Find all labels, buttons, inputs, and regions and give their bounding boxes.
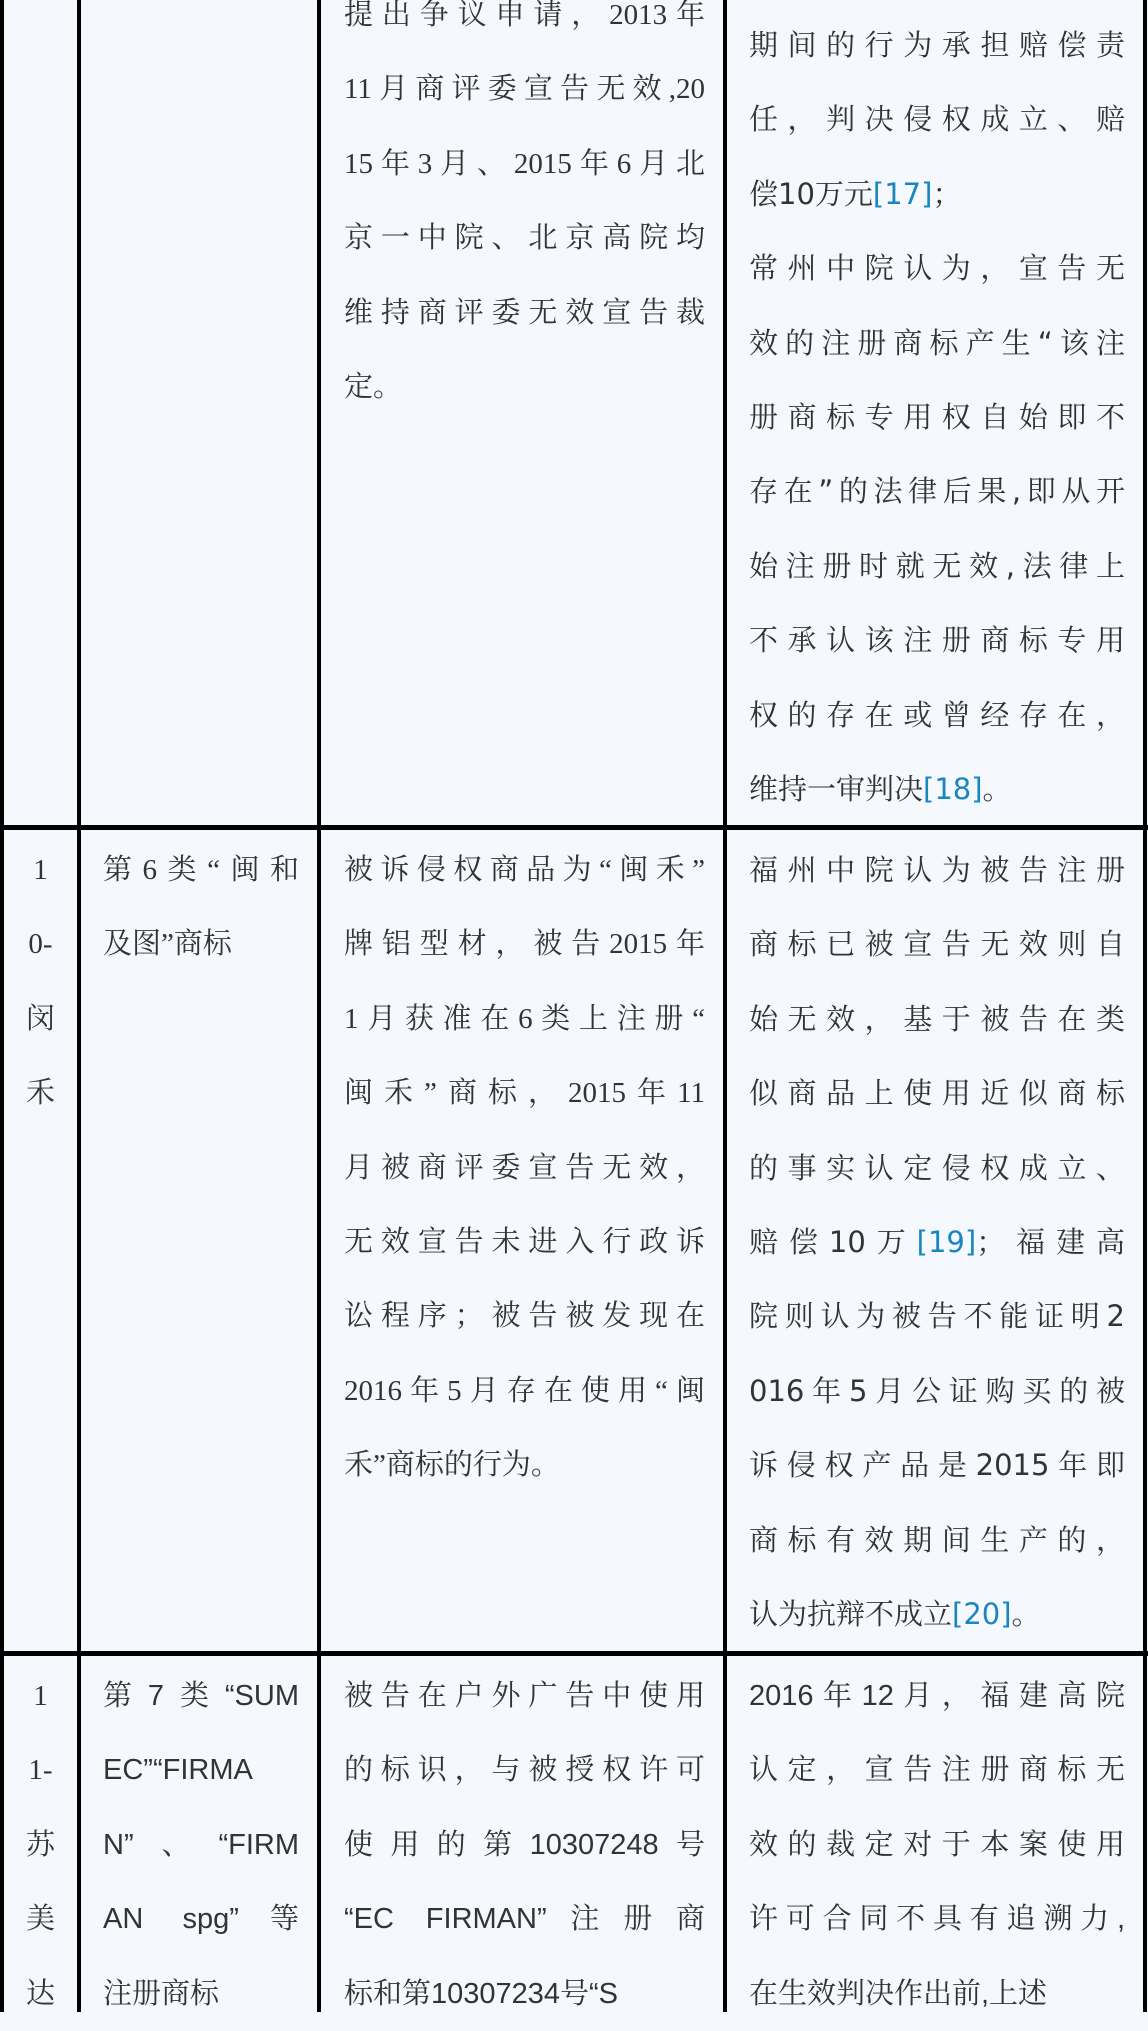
text-line: 2016年12月，福建高院 [749, 1680, 1125, 1712]
footnote-reference-link[interactable]: [18] [923, 771, 983, 806]
text-line: 15年3月、2015年6月北 [344, 147, 705, 180]
text-line: 定。 [344, 370, 403, 403]
text-line: 许可合同不具有追溯力, [749, 1903, 1125, 1936]
text-line: 不承认该注册商标专用 [749, 623, 1125, 658]
table-cell-r2-c2 [344, 1659, 705, 2031]
text-line [749, 752, 1125, 826]
text-line: 及图”商标 [103, 928, 232, 961]
text-line: 闽禾”商标，2015年11 [344, 1077, 705, 1110]
text-segment: ； [932, 176, 962, 211]
text-line: 的事实认定侵权成立、 [749, 1150, 1125, 1185]
text-line: 禾”商标的行为。 [344, 1449, 560, 1482]
text-line: 期间的行为承担赔偿责 [749, 28, 1125, 62]
text-line: “EC FIRMAN”注册商 [344, 1903, 705, 1936]
text-line: 第7类“SUM [103, 1680, 299, 1712]
text-line: 的标识，与被授权许可 [344, 1754, 705, 1787]
column-divider [317, 0, 321, 2012]
text-line: 1 [33, 1680, 48, 1712]
text-line: 2016年5月存在使用“闽 [344, 1374, 705, 1407]
table-cell-r2-c0 [4, 1659, 77, 2031]
text-line: 达 [25, 1977, 55, 2010]
text-segment: 偿10万元 [749, 176, 873, 211]
text-segment: ；福建高 [976, 1224, 1125, 1259]
table-cell-r1-c3 [749, 833, 1125, 1651]
text-line: 11月商评委宣告无效,20 [344, 73, 705, 106]
text-line: 016年5月公证购买的被 [749, 1373, 1125, 1408]
text-line: 1- [28, 1754, 53, 1787]
text-line [749, 1205, 1125, 1279]
text-segment: 维持一审判决 [749, 771, 924, 806]
text-line: AN spg”等 [103, 1903, 299, 1936]
text-line: 似商品上使用近似商标 [749, 1076, 1125, 1111]
text-line: 禾 [25, 1077, 55, 1110]
table-cell-r1-c2 [344, 833, 705, 1503]
text-line: 商标有效期间生产的， [749, 1522, 1125, 1557]
column-divider [77, 0, 81, 2012]
column-divider [723, 0, 727, 2012]
text-line: 院则认为被告不能证明2 [749, 1299, 1125, 1334]
text-line: 权的存在或曾经存在， [749, 697, 1125, 732]
text-line: 无效宣告未进入行政诉 [344, 1225, 705, 1258]
footnote-reference-link[interactable]: [17] [872, 176, 933, 211]
text-line: 京一中院、北京高院均 [344, 222, 705, 255]
table-cell-r1-c1 [103, 833, 299, 982]
text-line: 注册商标 [103, 1977, 220, 2010]
text-line: 认定，宣告注册商标无 [749, 1754, 1125, 1787]
text-line: 册商标专用权自始即不 [749, 399, 1125, 434]
text-line [749, 157, 1125, 231]
text-line: 闵 [25, 1002, 55, 1035]
table-border-right [1143, 0, 1147, 2012]
text-line: 维持商评委无效宣告裁 [344, 296, 705, 329]
row-divider [0, 1651, 1148, 1656]
text-line: 常州中院认为，宣告无 [749, 251, 1125, 286]
text-line: 牌铝型材，被告2015年 [344, 928, 705, 961]
table-cell-r0-c2 [344, 0, 705, 424]
text-line: 1 [33, 854, 48, 886]
text-line: 苏 [25, 1828, 55, 1861]
text-line: 被告在户外广告中使用 [344, 1680, 705, 1712]
text-segment: 认为抗辩不成立 [749, 1596, 953, 1631]
text-segment: 。 [982, 771, 1012, 806]
text-line: 0- [28, 928, 53, 961]
text-line: 被诉侵权商品为“闽禾” [344, 854, 705, 886]
text-line: 效的注册商标产生“该注 [749, 325, 1125, 360]
footnote-reference-link[interactable]: [19] [916, 1224, 977, 1259]
text-line: 1月获准在6类上注册“ [344, 1002, 705, 1035]
text-line: 福州中院认为被告注册 [749, 853, 1125, 887]
text-line: 存在”的法律后果,即从开 [749, 474, 1125, 509]
text-line: EC”“FIRMA [103, 1754, 253, 1787]
footnote-reference-link[interactable]: [20] [952, 1596, 1012, 1631]
text-line: 在生效判决作出前,上述 [749, 1977, 1048, 2010]
text-line: 使用的第10307248号 [344, 1828, 705, 1861]
text-line: 任，判决侵权成立、赔 [749, 102, 1125, 137]
text-line [749, 1577, 1125, 1651]
table-cell-r1-c0 [4, 833, 77, 1131]
text-line: 讼程序；被告被发现在 [344, 1300, 705, 1333]
text-segment: 。 [1011, 1596, 1041, 1631]
text-line: 第6类“闽和 [103, 854, 299, 886]
text-line: 美 [25, 1903, 55, 1936]
text-line: 提出争议申请，2013年 [344, 0, 705, 31]
text-line: 效的裁定对于本案使用 [749, 1828, 1125, 1861]
text-line: 商标已被宣告无效则自 [749, 927, 1125, 962]
text-segment: 赔偿10万 [749, 1224, 917, 1259]
table-cell-r2-c3 [749, 1659, 1125, 2031]
text-line: 月被商评委宣告无效， [344, 1151, 705, 1184]
text-line: N”、“FIRM [103, 1828, 299, 1861]
text-line: 标和第10307234号“S [344, 1977, 619, 2010]
table-cell-r2-c1 [103, 1659, 299, 2031]
text-line: 诉侵权产品是2015年即 [749, 1448, 1125, 1483]
text-line: 始注册时就无效,法律上 [749, 548, 1125, 583]
table-cell-r0-c3 [749, 8, 1125, 826]
text-line: 始无效，基于被告在类 [749, 1001, 1125, 1036]
